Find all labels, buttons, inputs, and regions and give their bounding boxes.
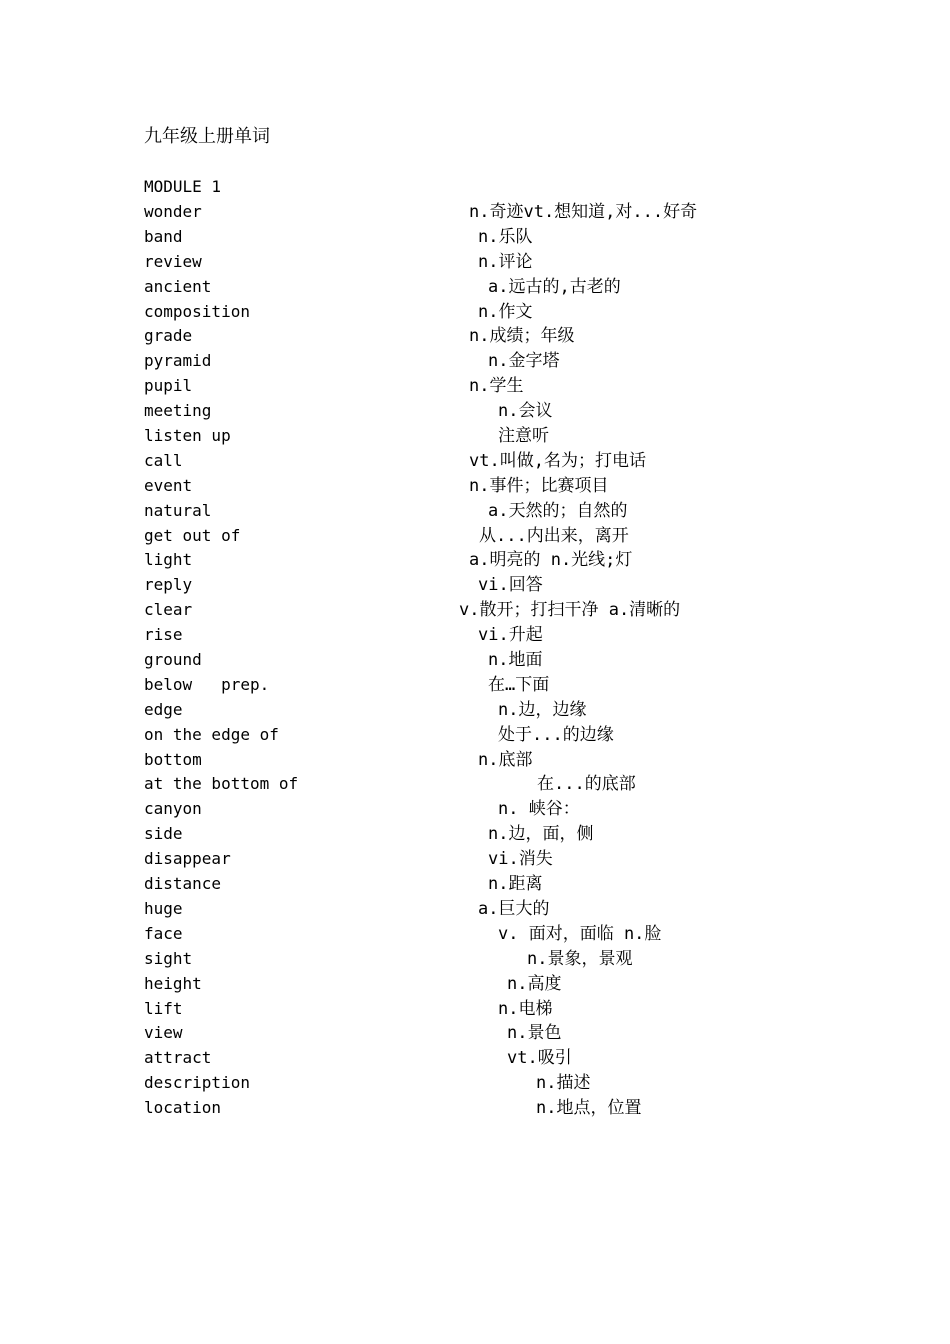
vocab-definition: n.乐队	[478, 226, 533, 247]
vocab-word: view	[144, 1023, 183, 1043]
vocab-entry	[0, 225, 950, 250]
vocab-word: attract	[144, 1048, 212, 1068]
vocab-word: pyramid	[144, 351, 212, 371]
vocab-word: side	[144, 824, 183, 844]
vocab-definition: n.成绩；年级	[469, 326, 575, 347]
vocab-entry	[0, 648, 950, 673]
vocab-definition: n.地点，位置	[536, 1098, 642, 1119]
vocab-entry	[0, 399, 950, 424]
vocab-word: below prep.	[144, 674, 270, 694]
vocab-definition: vi.升起	[478, 625, 543, 646]
vocab-definition: n.事件；比赛项目	[469, 475, 609, 496]
vocab-definition: n.奇迹vt.想知道,对...好奇	[469, 202, 698, 222]
vocab-entry	[0, 922, 950, 947]
vocab-definition: 从...内出来，离开	[479, 525, 629, 546]
vocab-definition: 在…下面	[488, 674, 550, 695]
vocab-definition: n.边，边缘	[498, 699, 587, 720]
vocab-word: face	[144, 923, 183, 943]
vocab-definition: n.高度	[507, 973, 562, 994]
vocab-word: location	[144, 1098, 222, 1118]
vocab-entry	[0, 324, 950, 349]
vocab-entry	[0, 748, 950, 773]
vocab-entry	[0, 349, 950, 374]
vocab-definition: n.作文	[478, 301, 533, 322]
vocab-word: event	[144, 475, 193, 495]
vocab-word: bottom	[144, 749, 202, 769]
vocab-entry	[0, 573, 950, 598]
vocab-word: distance	[144, 874, 222, 894]
vocab-definition: vi.消失	[488, 849, 553, 870]
vocab-word: on the edge of	[144, 724, 279, 744]
vocab-definition: vi.回答	[478, 575, 543, 596]
vocab-word: ancient	[144, 276, 212, 296]
vocab-entry	[0, 673, 950, 698]
vocab-definition: n.金字塔	[488, 351, 560, 372]
vocab-entry	[0, 947, 950, 972]
vocab-entry	[0, 300, 950, 325]
vocab-entry	[0, 200, 950, 225]
vocab-definition: a.明亮的 n.光线;灯	[469, 550, 633, 571]
vocab-word: disappear	[144, 849, 231, 869]
vocab-entry	[0, 499, 950, 524]
vocab-word: description	[144, 1073, 250, 1093]
vocab-entry	[0, 1046, 950, 1071]
vocab-word: lift	[144, 998, 183, 1018]
page-title: 九年级上册单词	[144, 126, 270, 147]
vocab-entry	[0, 772, 950, 797]
vocab-definition: a.远古的,古老的	[488, 276, 621, 297]
vocab-entry	[0, 1021, 950, 1046]
vocab-definition: v.散开；打扫干净 a.清晰的	[459, 600, 681, 621]
vocab-definition: a.巨大的	[478, 898, 550, 919]
vocab-definition: vt.叫做,名为；打电话	[469, 450, 646, 471]
vocab-entry	[0, 474, 950, 499]
vocab-definition: n.距离	[488, 874, 543, 895]
vocab-definition: n.边，面，侧	[488, 824, 594, 845]
vocab-entry	[0, 275, 950, 300]
vocab-entry	[0, 424, 950, 449]
vocab-word: reply	[144, 575, 193, 595]
vocabulary-list	[0, 200, 950, 1121]
vocab-word: edge	[144, 699, 183, 719]
vocab-word: huge	[144, 898, 183, 918]
vocab-entry	[0, 374, 950, 399]
vocab-entry	[0, 623, 950, 648]
vocab-definition: n.评论	[478, 251, 533, 272]
vocab-word: ground	[144, 650, 202, 670]
vocab-definition: n.景象，景观	[527, 948, 633, 969]
vocab-definition: 在...的底部	[537, 774, 636, 795]
vocab-word: at the bottom of	[144, 774, 299, 794]
vocab-entry	[0, 698, 950, 723]
vocab-entry	[0, 449, 950, 474]
vocab-definition: 注意听	[498, 426, 549, 447]
vocab-definition: n.会议	[498, 401, 553, 422]
vocab-entry	[0, 847, 950, 872]
vocab-definition: n.描述	[536, 1073, 591, 1094]
vocab-word: call	[144, 450, 183, 470]
vocab-entry	[0, 1096, 950, 1121]
vocab-entry	[0, 997, 950, 1022]
vocab-word: natural	[144, 500, 212, 520]
vocab-entry	[0, 524, 950, 549]
vocab-word: height	[144, 973, 202, 993]
vocab-entry	[0, 723, 950, 748]
vocab-definition: v. 面对，面临 n.脸	[498, 923, 662, 944]
vocab-definition: a.天然的；自然的	[488, 500, 628, 521]
vocab-word: composition	[144, 301, 250, 321]
vocab-definition: n. 峡谷：	[498, 799, 580, 820]
vocab-word: canyon	[144, 799, 202, 819]
vocab-word: get out of	[144, 525, 241, 545]
vocab-entry	[0, 897, 950, 922]
vocab-definition: n.景色	[507, 1023, 562, 1044]
vocab-definition: vt.吸引	[507, 1048, 572, 1069]
vocab-definition: n.地面	[488, 650, 543, 671]
vocab-entry	[0, 548, 950, 573]
vocab-entry	[0, 1071, 950, 1096]
vocab-definition: n.学生	[469, 376, 524, 397]
vocab-word: listen up	[144, 426, 231, 446]
vocab-entry	[0, 250, 950, 275]
vocab-definition: n.电梯	[498, 998, 553, 1019]
vocab-word: light	[144, 550, 193, 570]
vocab-entry	[0, 872, 950, 897]
vocab-word: band	[144, 226, 183, 246]
vocab-definition: n.底部	[478, 749, 533, 770]
module-heading: MODULE 1	[144, 177, 222, 196]
vocab-entry	[0, 972, 950, 997]
vocab-word: rise	[144, 625, 183, 645]
vocab-word: meeting	[144, 401, 212, 421]
vocab-word: pupil	[144, 376, 193, 396]
vocab-word: grade	[144, 326, 193, 346]
vocab-entry	[0, 822, 950, 847]
vocab-entry	[0, 797, 950, 822]
vocab-word: sight	[144, 948, 193, 968]
vocab-word: wonder	[144, 202, 202, 221]
vocab-entry	[0, 598, 950, 623]
vocab-word: review	[144, 251, 202, 271]
vocab-word: clear	[144, 600, 193, 620]
vocab-definition: 处于...的边缘	[498, 724, 614, 745]
